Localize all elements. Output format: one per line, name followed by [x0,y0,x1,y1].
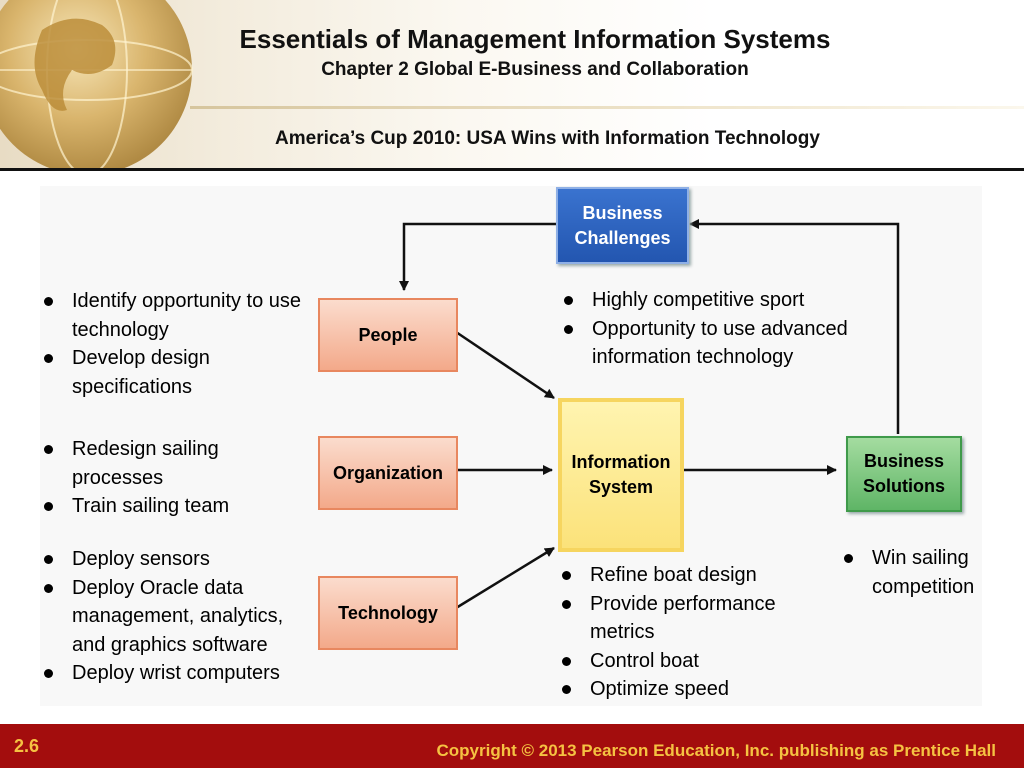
technology-label: Technology [338,602,438,623]
organization-label: Organization [332,462,443,483]
business-challenges-line2: Challenges [574,227,671,248]
chapter-subtitle: Chapter 2 Global E-Business and Collaboration [321,59,749,80]
organization-bullet-list [44,435,306,521]
list-item: Develop design specifications [44,344,306,401]
presentation-title: Essentials of Management Information Systems [239,24,831,54]
arrow-tech-to-system [456,548,554,608]
list-item: Train sailing team [44,492,306,521]
business-challenges-line1: Business [582,202,663,223]
list-item: Control boat [562,647,812,676]
information-system-box [558,398,684,552]
slide-footer [0,724,1024,768]
list-item: Opportunity to use advanced information technology [564,315,884,372]
organization-box [318,436,458,510]
list-item: Redesign sailing processes [44,435,306,492]
business-challenges-box [556,187,689,264]
people-bullet-list [44,287,306,401]
list-item: Deploy wrist computers [44,659,312,688]
business-solutions-line1: Business [863,451,945,471]
slide-number: 2.6 [14,736,40,756]
challenge-bullet-list [564,286,884,372]
list-item: Refine boat design [562,561,812,590]
list-item: Win sailing competition [844,544,984,601]
list-item: Deploy sensors [44,545,312,574]
arrow-challenges-to-people [404,224,556,290]
business-solutions-line2: Solutions [863,476,945,496]
system-bullet-list [562,561,812,704]
people-box [318,298,458,372]
people-label: People [358,324,418,345]
list-item: Identify opportunity to use technology [44,287,306,344]
solution-bullet-list [844,544,984,601]
list-item: Provide performance metrics [562,590,812,647]
business-solutions-box [846,436,962,512]
technology-bullet-list [44,545,312,688]
slide-heading: America’s Cup 2010: USA Wins with Information Technology [275,128,820,149]
information-system-line1: Information [571,452,671,472]
list-item: Optimize speed [562,675,812,704]
information-system-line2: System [588,477,654,497]
arrow-people-to-system [456,332,554,398]
technology-box [318,576,458,650]
list-item: Deploy Oracle data management, analytics, and graphics software [44,574,312,660]
list-item: Highly competitive sport [564,286,884,315]
copyright-notice: Copyright © 2013 Pearson Education, Inc. publishing as Prentice Hall [436,741,996,760]
